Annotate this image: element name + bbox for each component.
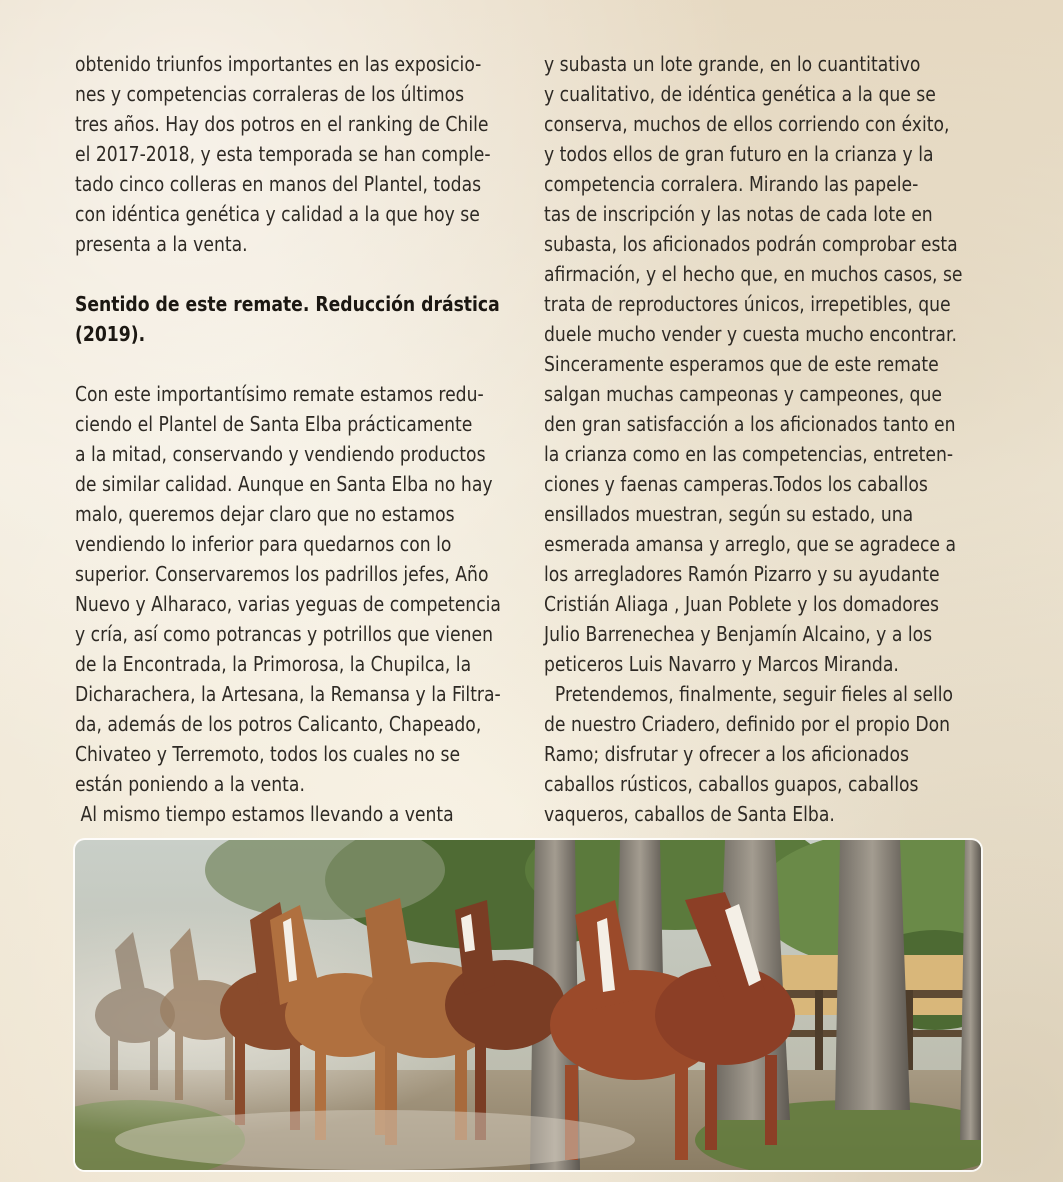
- horses-photo: [75, 840, 981, 1170]
- text-line: y cría, así como potrancas y potrillos que vienen: [75, 622, 494, 646]
- text-line: obtenido triunfos importantes en las exposicio-: [75, 52, 482, 76]
- text-line: tres años. Hay dos potros en el ranking de Chile: [75, 112, 489, 136]
- section-heading: [75, 289, 522, 349]
- text-line: ciendo el Plantel de Santa Elba prácticamente: [75, 412, 473, 436]
- heading-line: Sentido de este remate. Reducción drástica: [75, 292, 500, 316]
- text-line: Cristián Aliaga , Juan Poblete y los domadores: [544, 592, 940, 616]
- text-line: los arregladores Ramón Pizarro y su ayudante: [544, 562, 940, 586]
- text-line: peticeros Luis Navarro y Marcos Miranda.: [544, 652, 899, 676]
- text-line: el 2017-2018, y esta temporada se han comple-: [75, 142, 491, 166]
- body-paragraph: [75, 379, 522, 829]
- text-line: a la mitad, conservando y vendiendo productos: [75, 442, 486, 466]
- text-line: caballos rústicos, caballos guapos, caballos: [544, 772, 919, 796]
- text-line: duele mucho vender y cuesta mucho encontrar.: [544, 322, 957, 346]
- text-line: superior. Conservaremos los padrillos jefes, Año: [75, 562, 489, 586]
- intro-paragraph: [75, 49, 522, 259]
- text-line: da, además de los potros Calicanto, Chapeado,: [75, 712, 482, 736]
- text-line: salgan muchas campeonas y campeones, que: [544, 382, 942, 406]
- text-line: competencia corralera. Mirando las papele-: [544, 172, 919, 196]
- text-line: Al mismo tiempo estamos llevando a venta: [75, 802, 454, 826]
- text-line: Nuevo y Alharaco, varias yeguas de competencia: [75, 592, 501, 616]
- text-line: y subasta un lote grande, en lo cuantitativo: [544, 52, 921, 76]
- text-line: con idéntica genética y calidad a la que hoy se: [75, 202, 480, 226]
- text-line: de la Encontrada, la Primorosa, la Chupilca, la: [75, 652, 472, 676]
- text-line: den gran satisfacción a los aficionados tanto en: [544, 412, 956, 436]
- text-line: ensillados muestran, según su estado, una: [544, 502, 914, 526]
- text-line: Con este importantísimo remate estamos redu-: [75, 382, 484, 406]
- text-line: Chivateo y Terremoto, todos los cuales no se: [75, 742, 461, 766]
- text-line: Julio Barrenechea y Benjamín Alcaino, y a los: [544, 622, 933, 646]
- text-line: Ramo; disfrutar y ofrecer a los aficionados: [544, 742, 909, 766]
- right-text-column: [544, 49, 991, 829]
- text-line: la crianza como en las competencias, entreten-: [544, 442, 954, 466]
- text-line: ciones y faenas camperas.Todos los caballos: [544, 472, 928, 496]
- text-line: y cualitativo, de idéntica genética a la que se: [544, 82, 936, 106]
- text-line: esmerada amansa y arreglo, que se agradece a: [544, 532, 957, 556]
- text-line: tas de inscripción y las notas de cada lote en: [544, 202, 933, 226]
- text-line: tado cinco colleras en manos del Plantel, todas: [75, 172, 482, 196]
- text-line: trata de reproductores únicos, irrepetibles, que: [544, 292, 951, 316]
- left-text-column: [75, 49, 522, 829]
- text-line: subasta, los aficionados podrán comprobar esta: [544, 232, 958, 256]
- text-line: de similar calidad. Aunque en Santa Elba no hay: [75, 472, 493, 496]
- text-line: malo, queremos dejar claro que no estamos: [75, 502, 455, 526]
- text-line: vaqueros, caballos de Santa Elba.: [544, 802, 835, 826]
- text-line: afirmación, y el hecho que, en muchos casos, se: [544, 262, 963, 286]
- heading-line: (2019).: [75, 322, 146, 346]
- text-line: presenta a la venta.: [75, 232, 248, 256]
- text-line: Pretendemos, finalmente, seguir fieles al sello: [544, 682, 954, 706]
- text-line: están poniendo a la venta.: [75, 772, 305, 796]
- text-line: vendiendo lo inferior para quedarnos con lo: [75, 532, 452, 556]
- text-line: y todos ellos de gran futuro en la crianza y la: [544, 142, 934, 166]
- text-line: nes y competencias corraleras de los últimos: [75, 82, 465, 106]
- text-line: conserva, muchos de ellos corriendo con éxito,: [544, 112, 950, 136]
- text-line: Sinceramente esperamos que de este remate: [544, 352, 939, 376]
- text-line: de nuestro Criadero, definido por el propio Don: [544, 712, 951, 736]
- text-line: Dicharachera, la Artesana, la Remansa y la Filtra-: [75, 682, 501, 706]
